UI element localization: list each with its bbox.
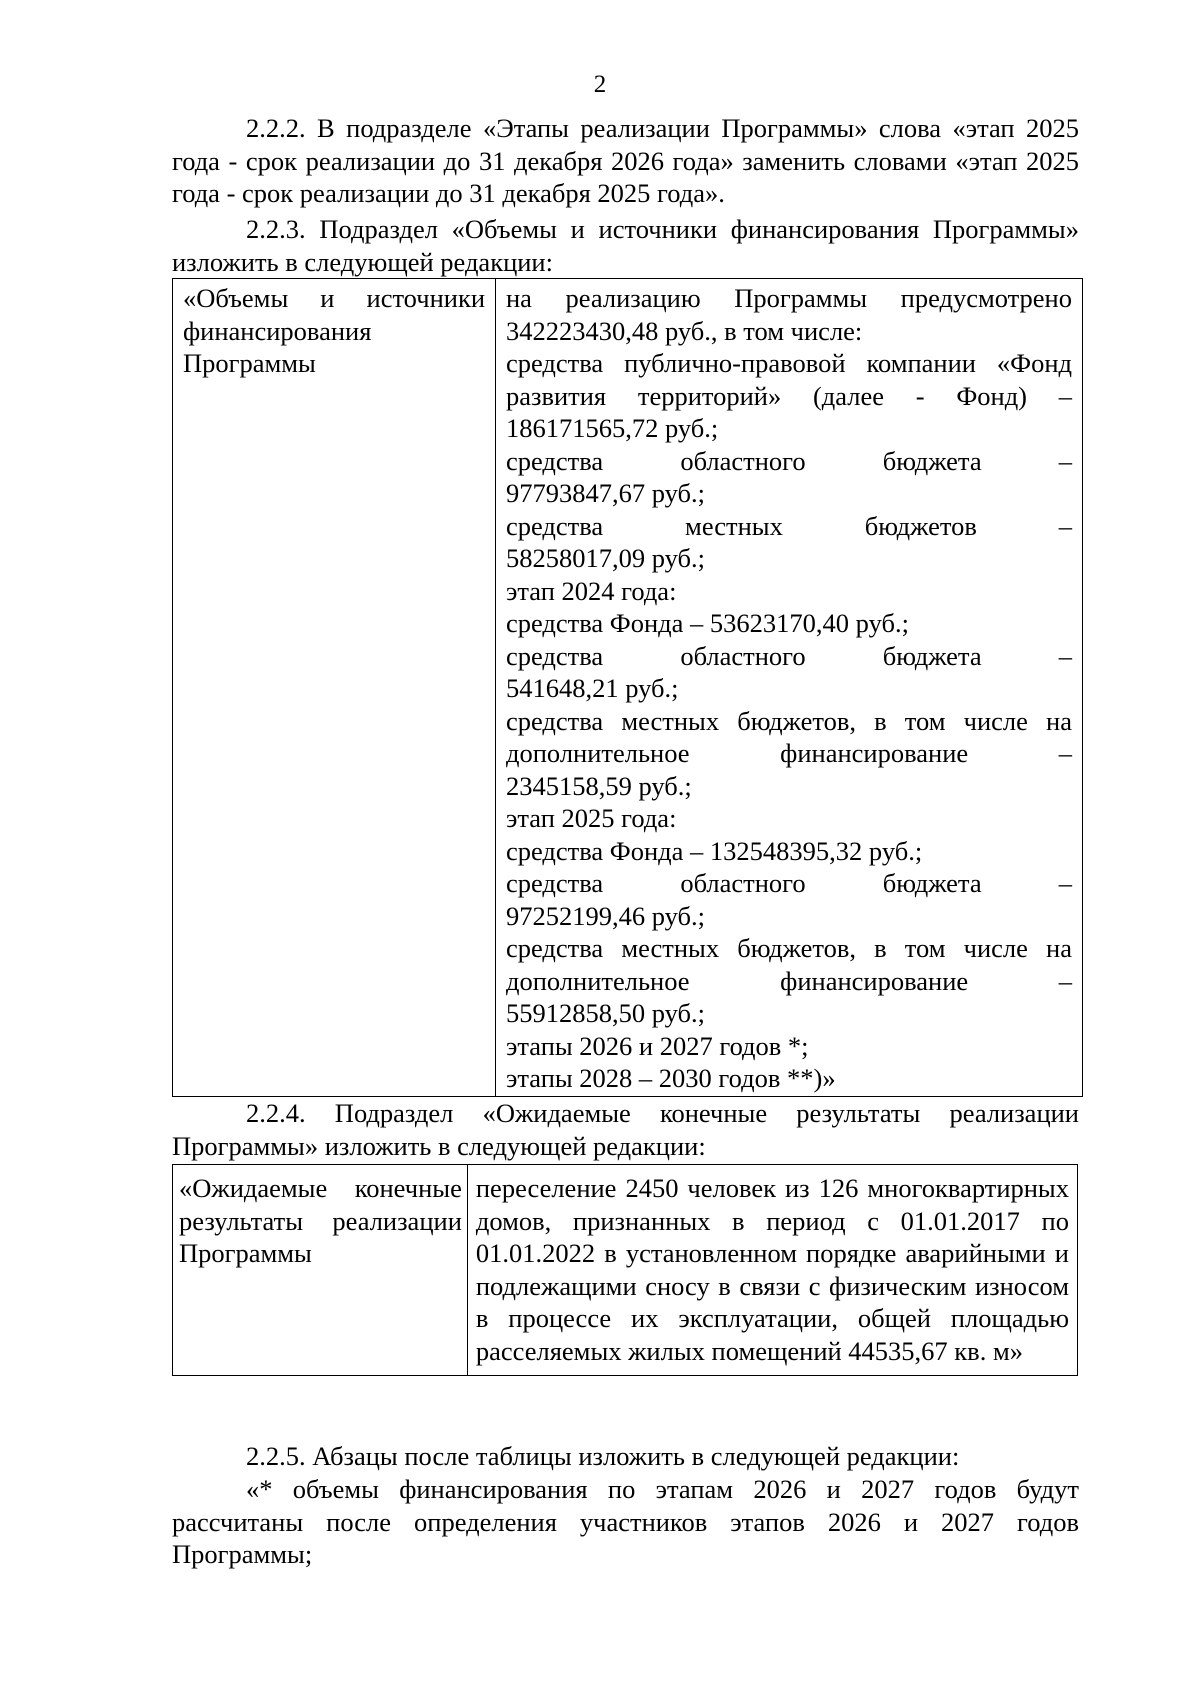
- financing-line: средства Фонда – 132548395,32 руб.;: [506, 835, 923, 866]
- financing-line: средства областного бюджета –: [506, 445, 1072, 476]
- financing-line: этапы 2028 – 2030 годов **)»: [506, 1063, 836, 1093]
- financing-line: средства областного бюджета –: [506, 868, 1072, 898]
- financing-line: этап 2025 года:: [506, 803, 677, 833]
- financing-line: этап 2024 года:: [506, 575, 677, 606]
- financing-line: 186171565,72 руб.;: [506, 413, 719, 443]
- results-text: переселение 2450 человек из 126 многоквартирных домов, признанных в период с 01.01.2017 по 01.01.2022 в установленном порядке аварийными и подлежащими сносу в связи с физическим износом в процессе их эксплуатации, общей площадью расселяемых жилых помещений 44535,67 кв. м»: [475, 1173, 1069, 1366]
- table-row: [173, 1165, 1078, 1376]
- financing-line: 97793847,67 руб.;: [506, 478, 706, 508]
- financing-line: 55912858,50 руб.;: [506, 998, 706, 1028]
- financing-line: на реализацию Программы предусмотрено: [506, 283, 1072, 313]
- results-label: «Ожидаемые конечные результаты реализации Программы: [179, 1173, 462, 1268]
- paragraph-2-2-4: 2.2.4. Подраздел «Ожидаемые конечные результаты реализации Программы» изложить в следующей редакции:: [172, 1098, 1079, 1161]
- results-text-cell: [467, 1165, 1077, 1376]
- financing-line: 541648,21 руб.;: [506, 673, 679, 703]
- results-table: [172, 1164, 1078, 1376]
- financing-line: 58258017,09 руб.;: [506, 543, 706, 573]
- footnote-paragraph: «* объемы финансирования по этапам 2026 и 2027 годов будут рассчитаны после определения участников этапов 2026 и 2027 годов Программы;: [172, 1474, 1079, 1569]
- financing-line: средства местных бюджетов, в том числе на: [506, 705, 1072, 736]
- results-label-cell: [173, 1165, 468, 1376]
- financing-line: 342223430,48 руб., в том числе:: [506, 315, 863, 346]
- page-number: 2: [593, 71, 607, 98]
- paragraph-2-2-5: 2.2.5. Абзацы после таблицы изложить в следующей редакции:: [246, 1441, 960, 1471]
- financing-line: этапы 2026 и 2027 годов *;: [506, 1030, 809, 1061]
- financing-line: средства публично-правовой компании «Фонд: [506, 348, 1072, 378]
- financing-label-cell: [173, 279, 496, 1097]
- financing-values-cell: [496, 279, 1083, 1097]
- financing-line: средства местных бюджетов, в том числе на: [506, 933, 1072, 963]
- paragraph-2-2-3: 2.2.3. Подраздел «Объемы и источники финансирования Программы» изложить в следующей редакции:: [172, 214, 1079, 277]
- financing-line: средства областного бюджета –: [506, 640, 1072, 671]
- financing-label: «Объемы и источники финансирования Программы: [183, 283, 485, 378]
- financing-line: средства местных бюджетов –: [506, 510, 1072, 541]
- financing-line: средства Фонда – 53623170,40 руб.;: [506, 608, 909, 638]
- financing-line: 2345158,59 руб.;: [506, 770, 692, 801]
- table-row: [173, 279, 1083, 1097]
- financing-line: 97252199,46 руб.;: [506, 900, 706, 931]
- paragraph-2-2-2: 2.2.2. В подразделе «Этапы реализации Программы» слова «этап 2025 года - срок реализации до 31 декабря 2026 года» заменить словами «этап 2025 года - срок реализации до 31 декабря 2025 года».: [172, 113, 1079, 208]
- financing-line: развития территорий» (далее - Фонд) –: [506, 380, 1072, 411]
- financing-table: [172, 278, 1083, 1097]
- financing-line: дополнительное финансирование –: [506, 965, 1072, 996]
- financing-line: дополнительное финансирование –: [506, 738, 1072, 768]
